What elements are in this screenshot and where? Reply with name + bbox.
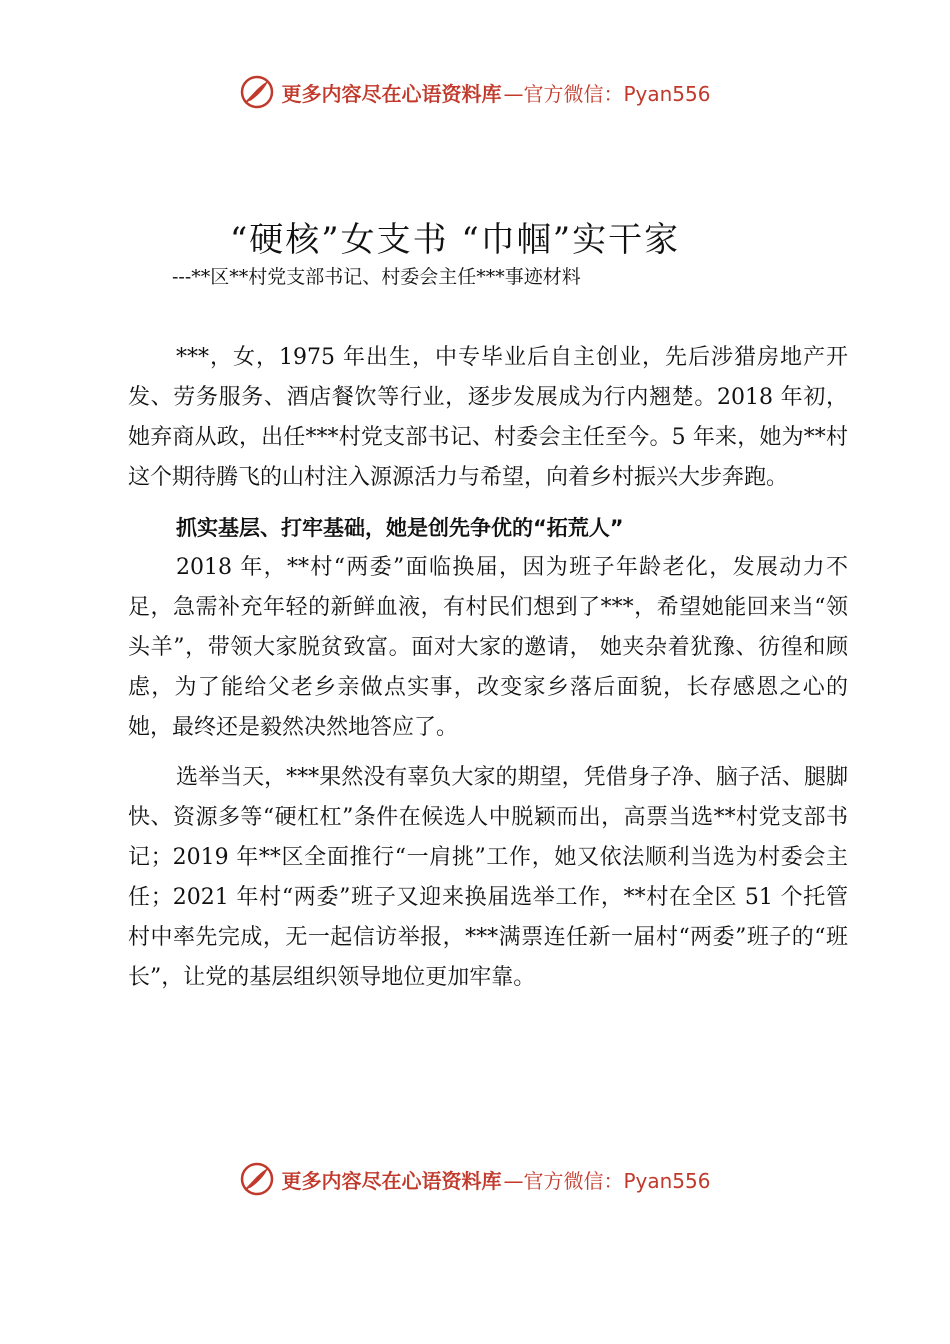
document-body	[128, 338, 848, 998]
header-banner	[0, 70, 950, 114]
section-paragraph: 2018 年，**村“两委”面临换届，因为班子年龄老化，发展动力不足，急需补充年轻的新鲜血液，有村民们想到了***，希望她能回来当“领头羊”，带领大家脱贫致富。面对大家的邀请， 她夹杂着犹豫、彷徨和顾虑，为了能给父老乡亲做点实事，改变家乡落后面貌，长存感恩之心的她，最终还是毅然决然地答应了。	[128, 555, 848, 740]
document-subtitle: ---**区**村党支部书记、村委会主任***事迹材料	[172, 266, 581, 288]
banner-contact-text: —官方微信：Pyan556	[503, 1168, 711, 1193]
section-paragraph: 选举当天，***果然没有辜负大家的期望，凭借身子净、脑子活、腿脚快、资源多等“硬杠杠”条件在候选人中脱颖而出，高票当选**村党支部书记；2019 年**区全面推行“一肩挑”工作，她又依法顺利当选为村委会主任；2021 年村“两委”班子又迎来换届选举工作，**村在全区 51 个托管村中率先完成，无一起信访举报，***满票连任新一届村“两委”班子的“班长”，让党的基层组织领导地位更加牢靠。	[128, 765, 848, 990]
document-title: “硬核”女支书 “巾帼”实干家	[229, 220, 681, 260]
intro-paragraph: ***，女，1975 年出生，中专毕业后自主创业，先后涉猎房地产开发、劳务服务、酒店餐饮等行业，逐步发展成为行内翘楚。2018 年初，她弃商从政，出任***村党支部书记、村委会主任至今。5 年来，她为**村这个期待腾飞的山村注入源源活力与希望，向着乡村振兴大步奔跑。	[128, 345, 848, 490]
section-heading: 抓实基层、打牢基础，她是创先争优的“拓荒人”	[176, 516, 624, 540]
banner-main-text: 更多内容尽在心语资料库	[281, 81, 502, 106]
quill-pen-logo-icon	[239, 1161, 275, 1197]
footer-banner	[0, 1157, 950, 1201]
quill-pen-logo-icon	[239, 74, 275, 110]
banner-contact-text: —官方微信：Pyan556	[503, 81, 711, 106]
banner-main-text: 更多内容尽在心语资料库	[281, 1168, 502, 1193]
